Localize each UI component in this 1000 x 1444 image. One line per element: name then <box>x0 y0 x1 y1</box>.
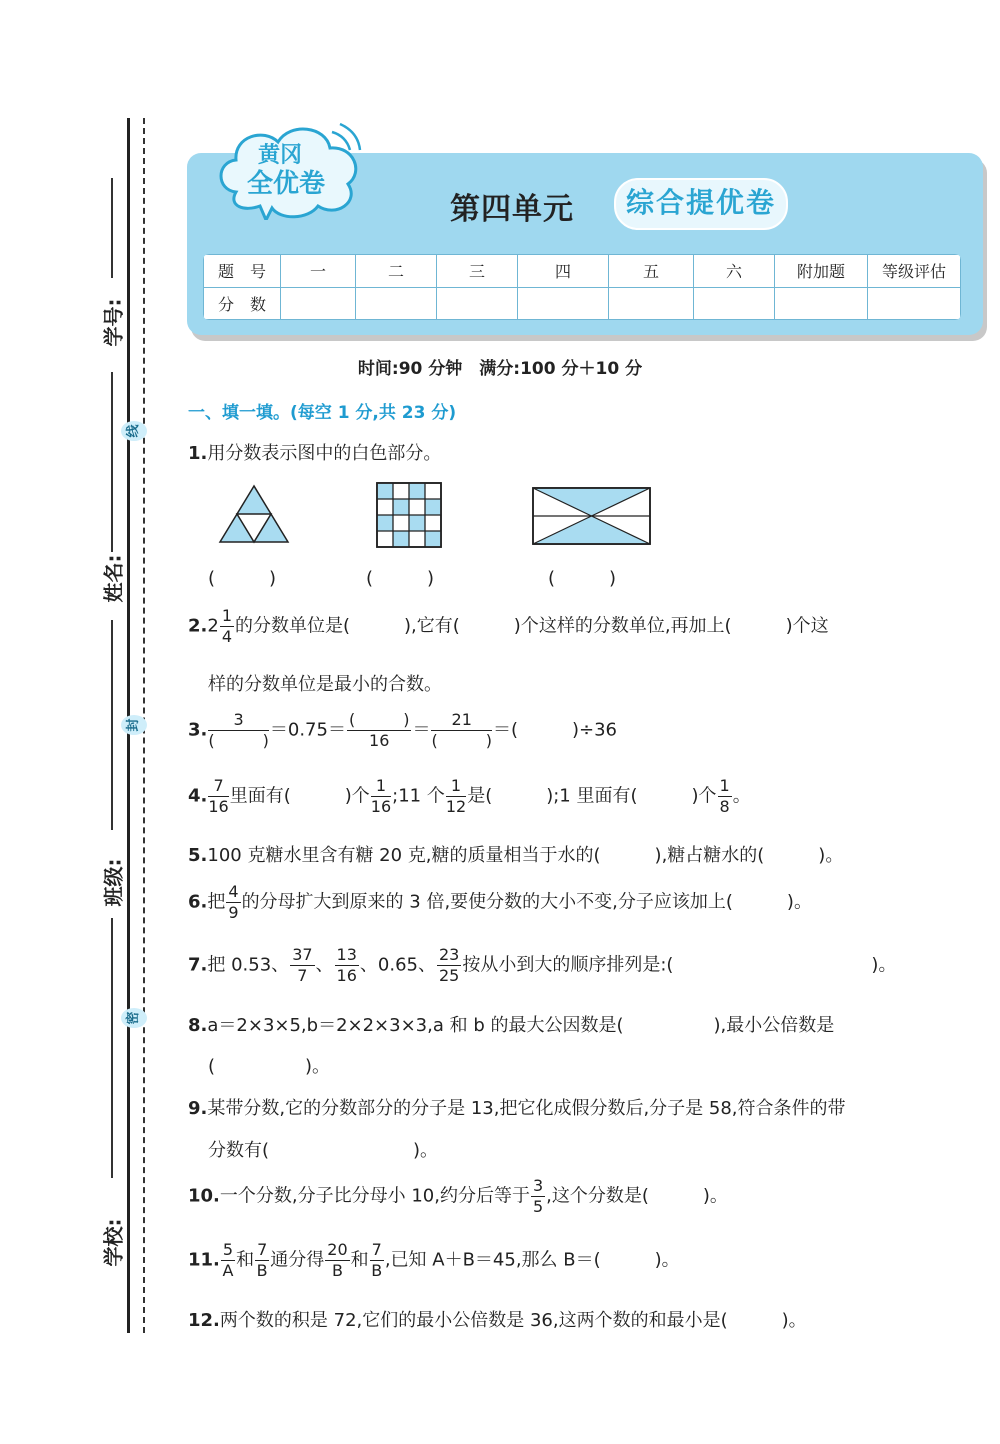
score-table-cell: 分 数 <box>204 287 281 320</box>
question-2 <box>188 608 829 645</box>
name-line-top <box>111 372 113 552</box>
score-table-cell: 五 <box>609 255 694 288</box>
question-text: 把 <box>207 891 226 913</box>
fraction-denominator: 4 <box>221 627 233 646</box>
question-text: ,已知 A＋B＝45,那么 B＝( )。 <box>384 1249 680 1271</box>
score-table-cell: 二 <box>356 255 437 288</box>
fraction <box>208 712 269 749</box>
score-table-cell: 六 <box>694 255 775 288</box>
score-table-cell: 题 号 <box>204 255 281 288</box>
fraction-numerator: 23 <box>438 945 460 964</box>
question-text: ;11 个 <box>392 785 445 807</box>
fraction-numerator: ( ) <box>348 710 410 729</box>
score-table-cell: 等级评估 <box>868 255 961 288</box>
fraction <box>221 1242 235 1279</box>
question-9-cont: 分数有( )。 <box>208 1140 439 1161</box>
fraction-denominator: 8 <box>719 797 730 816</box>
fraction-denominator: 25 <box>438 966 460 985</box>
fraction <box>347 712 412 749</box>
question-text: 、 <box>315 954 334 976</box>
class-label: 班级: <box>101 858 126 907</box>
question-text: 的分母扩大到原来的 3 倍,要使分数的大小不变,分子应该加上( )。 <box>241 891 812 913</box>
question-number: 5. <box>188 845 208 866</box>
triangle-figure <box>218 484 290 544</box>
question-number: 6. <box>188 891 208 913</box>
fraction-numerator: 3 <box>208 712 269 731</box>
fraction-denominator: 16 <box>369 731 390 750</box>
student-no-line <box>111 178 113 278</box>
fraction-numerator: 7 <box>257 1240 268 1259</box>
question-number: 2. <box>188 615 208 637</box>
question-text: 。 <box>732 785 751 807</box>
fraction <box>290 947 314 984</box>
fraction-denominator: 7 <box>297 966 308 985</box>
equation-text: ＝ <box>412 719 431 741</box>
time-score-line: 时间:90 分钟 满分:100 分＋10 分 <box>357 359 643 379</box>
class-line <box>111 918 113 1178</box>
question-number: 1. <box>188 443 208 464</box>
student-no-label: 学号: <box>101 298 126 347</box>
fraction-denominator: B <box>371 1261 383 1280</box>
fraction-denominator: A <box>222 1261 234 1280</box>
fraction-numerator: 20 <box>327 1240 348 1259</box>
question-4 <box>188 778 751 815</box>
question-9 <box>188 1094 846 1120</box>
question-6 <box>188 884 812 921</box>
name-line <box>111 620 113 830</box>
fraction-numerator: 1 <box>719 776 730 795</box>
equation-text: ＝( )÷36 <box>492 719 617 741</box>
fraction <box>431 712 492 749</box>
question-text: 和 <box>236 1249 255 1271</box>
question-text: 100 克糖水里含有糖 20 克,糖的质量相当于水的( ),糖占糖水的( )。 <box>207 845 844 866</box>
question-text: 里面有( )个 <box>229 785 370 807</box>
score-table-cell: 附加题 <box>775 255 868 288</box>
score-table-score-row <box>204 287 961 320</box>
score-input-6[interactable] <box>694 287 775 320</box>
question-text: 和 <box>350 1249 369 1271</box>
seal-xian: 线 <box>121 421 147 441</box>
score-input-grade[interactable] <box>868 287 961 320</box>
question-text: 是( );1 里面有( )个 <box>467 785 717 807</box>
fraction <box>220 608 234 645</box>
fraction-numerator: 5 <box>222 1240 234 1259</box>
fraction-numerator: 3 <box>532 1176 544 1195</box>
fraction-denominator: 9 <box>228 903 239 922</box>
answer-blank-2[interactable]: ( ) <box>366 568 435 589</box>
fraction-numerator: 1 <box>446 778 466 797</box>
fraction-numerator: 13 <box>336 945 357 964</box>
fraction-denominator: 16 <box>336 966 357 985</box>
fraction-numerator: 7 <box>371 1240 382 1259</box>
fraction <box>370 1242 384 1279</box>
question-text: 通分得 <box>270 1249 325 1271</box>
question-text: a＝2×3×5,b＝2×2×3×3,a 和 b 的最大公因数是( ),最小公倍数是 <box>207 1015 835 1036</box>
fraction <box>335 947 359 984</box>
question-number: 11. <box>188 1249 220 1271</box>
score-input-3[interactable] <box>437 287 518 320</box>
question-7 <box>188 947 896 984</box>
score-table-cell: 一 <box>281 255 356 288</box>
question-5 <box>188 841 843 867</box>
fraction-numerator: 4 <box>228 882 239 901</box>
question-10 <box>188 1178 728 1215</box>
score-input-2[interactable] <box>356 287 437 320</box>
answer-blank-1[interactable]: ( ) <box>208 568 277 589</box>
fraction-denominator: B <box>331 1261 343 1280</box>
section-1-heading: 一、填一填。(每空 1 分,共 23 分) <box>188 403 457 423</box>
question-11 <box>188 1242 680 1279</box>
question-text: 把 0.53、 <box>207 954 290 976</box>
question-number: 3. <box>188 719 208 741</box>
question-text: 用分数表示图中的白色部分。 <box>207 443 442 464</box>
fraction <box>208 778 228 815</box>
name-label: 姓名: <box>101 554 126 603</box>
question-8-cont: ( )。 <box>208 1056 331 1077</box>
logo-line1: 黄冈 <box>257 143 303 168</box>
question-number: 10. <box>188 1185 220 1207</box>
question-number: 8. <box>188 1015 208 1036</box>
question-number: 9. <box>188 1098 208 1119</box>
score-input-5[interactable] <box>609 287 694 320</box>
score-table-cell: 四 <box>518 255 609 288</box>
fraction <box>371 778 391 815</box>
score-input-4[interactable] <box>518 287 609 320</box>
page-subtitle: 综合提优卷 <box>614 178 788 230</box>
fraction-denominator: B <box>256 1261 268 1280</box>
question-number: 12. <box>188 1310 220 1331</box>
question-text: 某带分数,它的分数部分的分子是 13,把它化成假分数后,分子是 58,符合条件的带 <box>207 1098 846 1119</box>
grid-figure <box>376 482 442 548</box>
page-title: 第四单元 <box>450 192 574 227</box>
fraction <box>446 778 466 815</box>
fraction <box>226 884 240 921</box>
question-text: 按从小到大的顺序排列是:( )。 <box>462 954 897 976</box>
question-3 <box>188 712 617 749</box>
fraction <box>255 1242 269 1279</box>
seal-feng: 封 <box>121 715 147 735</box>
question-text: 两个数的积是 72,它们的最小公倍数是 36,这两个数的和最小是( )。 <box>219 1310 807 1331</box>
logo-line2: 全优卷 <box>246 169 326 199</box>
fraction-numerator: 1 <box>371 778 391 797</box>
fraction-numerator: 7 <box>208 778 228 797</box>
question-number: 7. <box>188 954 208 976</box>
question-text: 、0.65、 <box>359 954 436 976</box>
fraction-denominator: 5 <box>532 1197 544 1216</box>
brand-cloud-logo <box>214 122 366 220</box>
question-text: 的分数单位是( ),它有( )个这样的分数单位,再加上( )个这 <box>235 615 829 637</box>
fraction <box>325 1242 349 1279</box>
fraction <box>718 778 732 815</box>
question-number: 4. <box>188 785 208 807</box>
rectangle-figure <box>532 487 652 545</box>
fraction-denominator: 16 <box>208 797 229 816</box>
score-table <box>203 254 961 320</box>
score-input-bonus[interactable] <box>775 287 868 320</box>
fraction-denominator: ( ) <box>208 731 269 750</box>
question-12 <box>188 1306 807 1332</box>
fraction <box>437 947 461 984</box>
question-text: ,这个分数是( )。 <box>546 1185 728 1207</box>
fraction-denominator: ( ) <box>431 731 492 750</box>
school-label: 学校: <box>101 1218 126 1267</box>
fraction-numerator: 1 <box>221 606 233 625</box>
mixed-whole: 2 <box>207 615 219 637</box>
question-2-cont: 样的分数单位是最小的合数。 <box>208 674 442 695</box>
score-table-header-row <box>204 255 961 288</box>
question-8 <box>188 1011 834 1037</box>
fraction-numerator: 37 <box>292 945 313 964</box>
fraction-denominator: 16 <box>370 797 392 816</box>
answer-blank-3[interactable]: ( ) <box>548 568 617 589</box>
question-1 <box>188 439 441 465</box>
fraction-numerator: 21 <box>431 712 492 731</box>
score-input-1[interactable] <box>281 287 356 320</box>
score-table-cell: 三 <box>437 255 518 288</box>
fraction <box>531 1178 545 1215</box>
fraction-denominator: 12 <box>445 797 467 816</box>
seal-mi: 密 <box>121 1008 147 1028</box>
equation-text: ＝0.75＝ <box>269 719 346 741</box>
question-text: 一个分数,分子比分母小 10,约分后等于 <box>219 1185 530 1207</box>
